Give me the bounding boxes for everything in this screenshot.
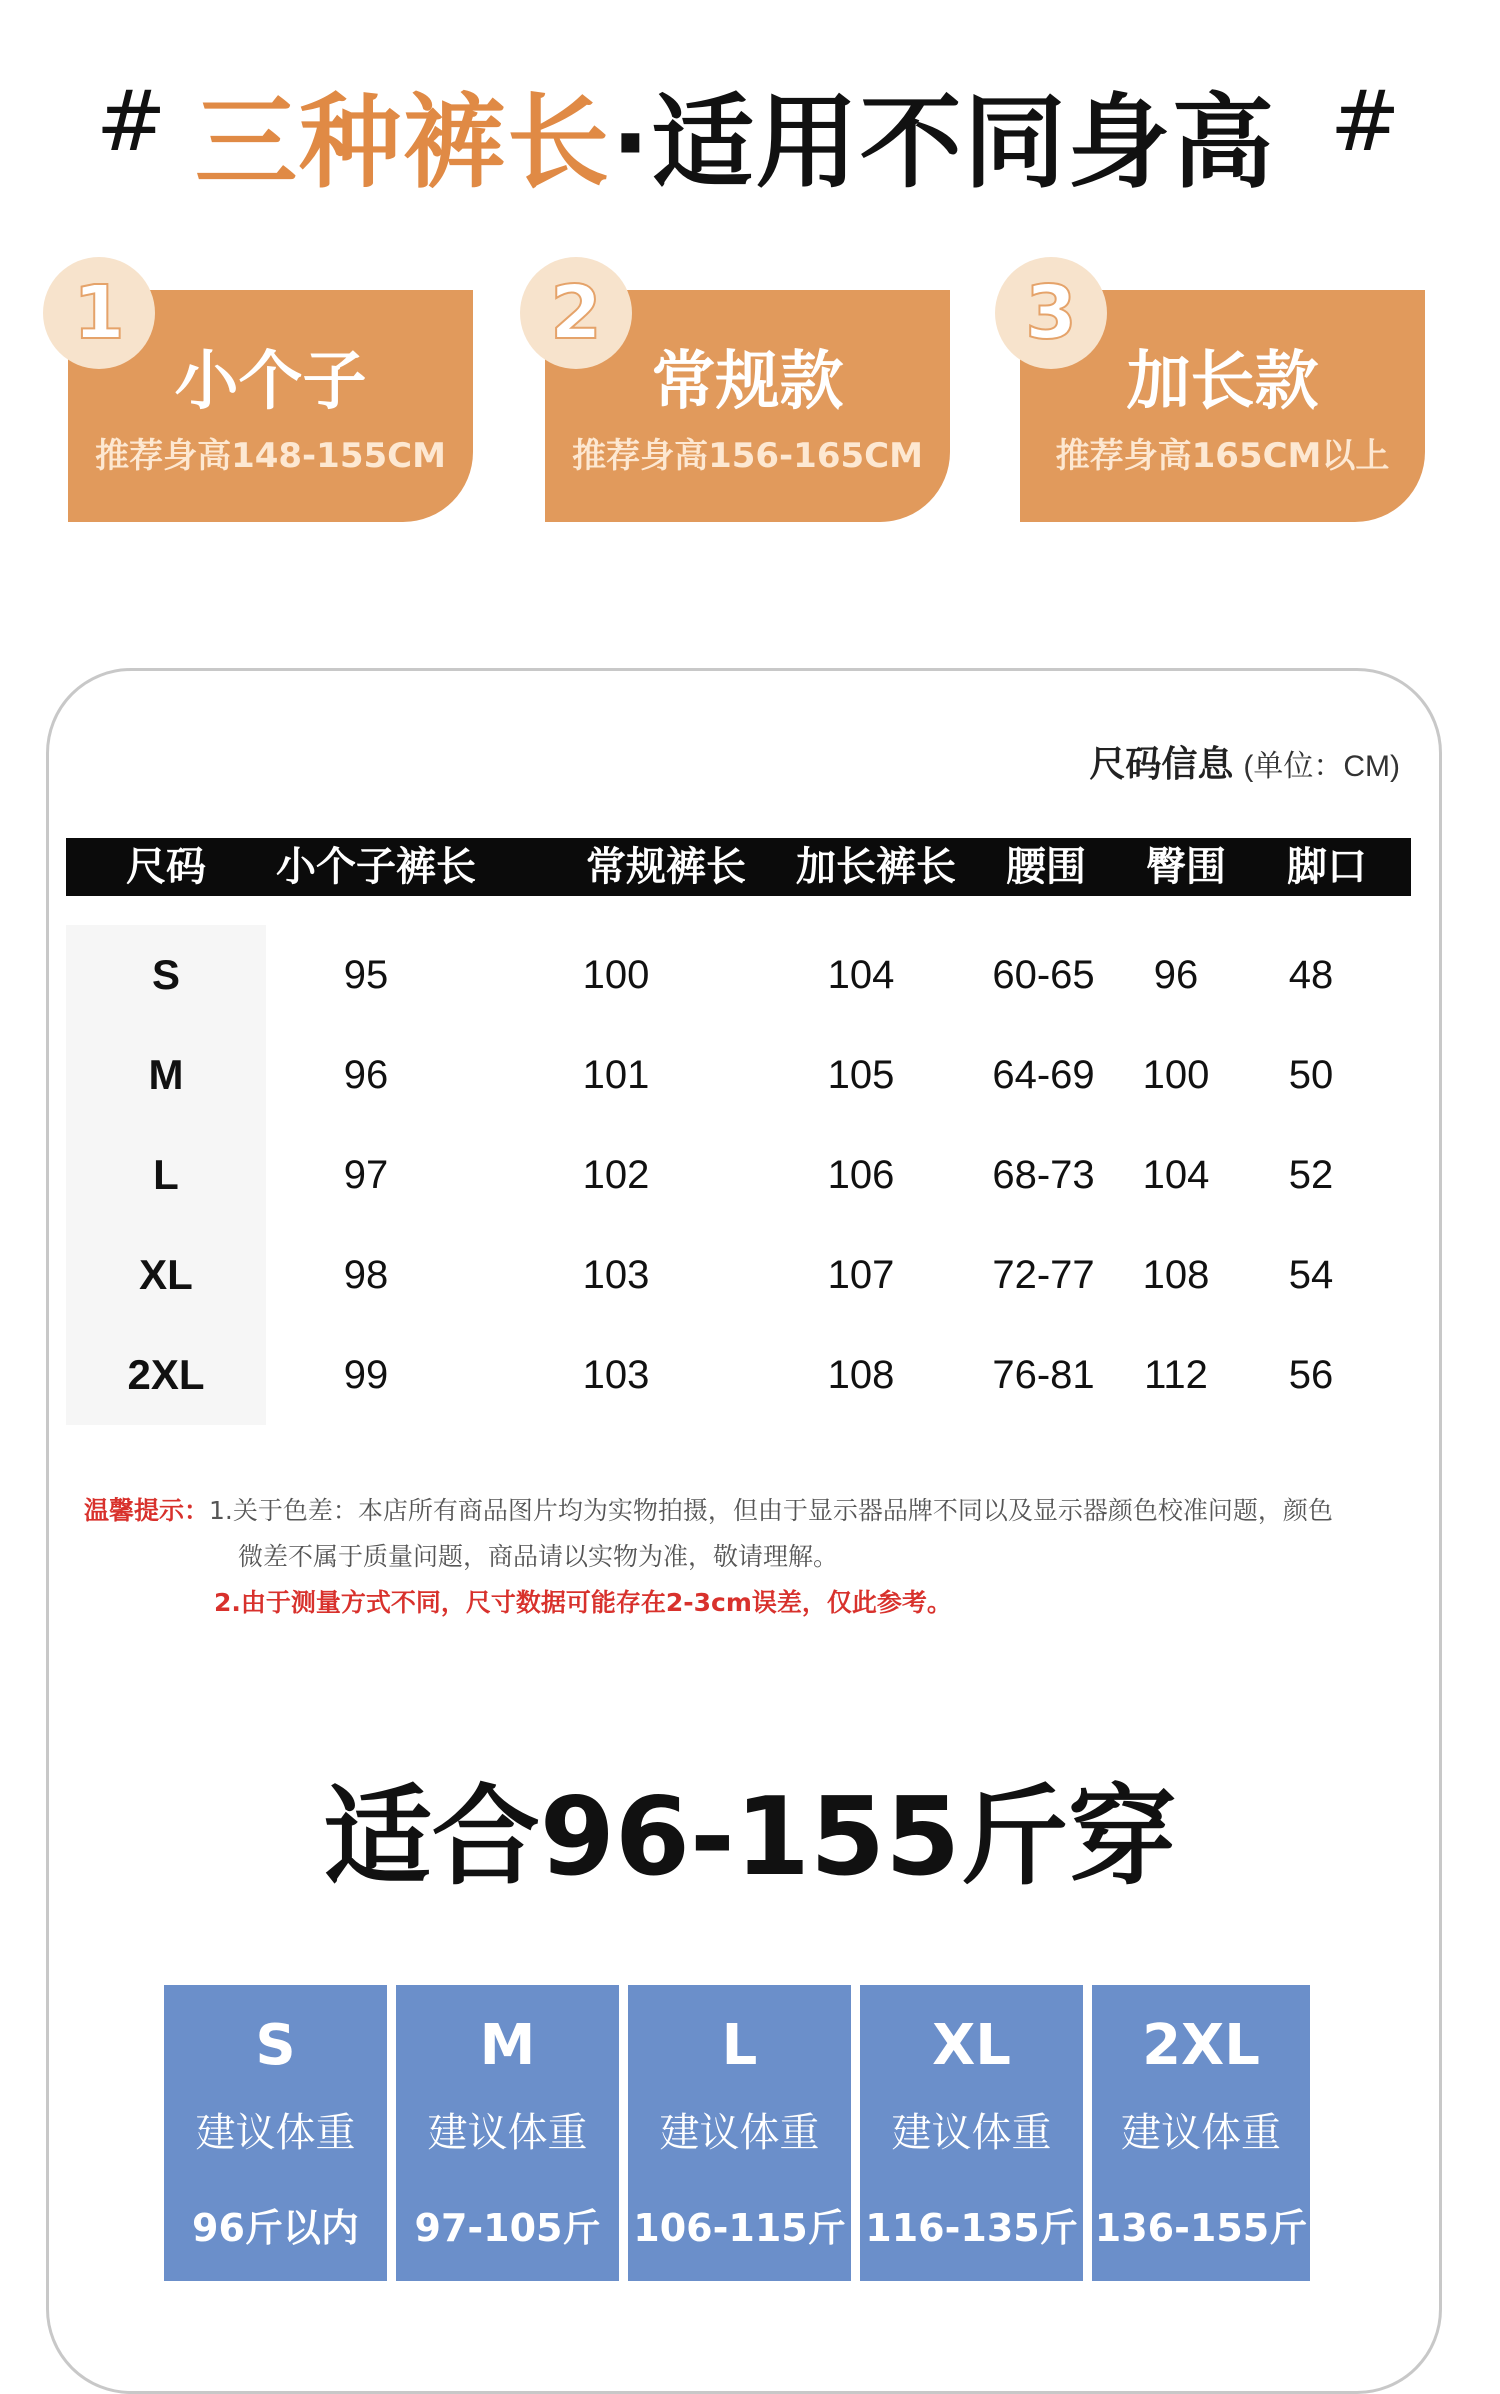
hash-right: # (1330, 72, 1401, 170)
header-cell: 臀围 (1146, 844, 1226, 890)
tips-block (84, 1488, 1414, 1626)
table-cell: 102 (582, 1153, 650, 1197)
table-cell: 103 (582, 1353, 650, 1397)
tip-line-1 (84, 1488, 1414, 1534)
card-recommendation: 推荐身高165CM以上 (1055, 436, 1390, 476)
header-cell: 脚口 (1287, 844, 1367, 890)
badge-number: 3 (1025, 270, 1077, 356)
weight-box-m (396, 1985, 619, 2281)
weight-range: 106-115斤 (633, 2206, 846, 2250)
table-cell: 108 (827, 1353, 895, 1397)
table-cell-size: L (66, 1125, 266, 1225)
table-cell-size: S (66, 925, 266, 1025)
card-name: 常规款 (651, 345, 844, 419)
header-cell: 小个子裤长 (276, 844, 476, 890)
weight-label: 建议体重 (195, 2110, 356, 2156)
tip-text-1: 1.关于色差：本店所有商品图片均为实物拍摄，但由于显示器品牌不同以及显示器颜色校准问题，颜色 (209, 1496, 1333, 1525)
weight-label: 建议体重 (891, 2110, 1052, 2156)
page-headline (0, 62, 1500, 203)
table-cell: 48 (1288, 953, 1334, 997)
table-cell: 96 (1153, 953, 1199, 997)
table-cell-size: XL (66, 1225, 266, 1325)
weight-size: M (479, 2013, 536, 2078)
card-name: 加长款 (1126, 345, 1319, 419)
tip-line-2: 微差不属于质量问题，商品请以实物为准，敬请理解。 (238, 1542, 839, 1571)
table-cell: 95 (343, 953, 389, 997)
card-recommendation: 推荐身高148-155CM (95, 436, 446, 476)
header-cell: 腰围 (1006, 844, 1086, 890)
table-cell: 50 (1288, 1053, 1334, 1097)
table-cell: 100 (582, 953, 650, 997)
table-cell: 97 (343, 1153, 389, 1197)
table-cell: 100 (1142, 1053, 1210, 1097)
weight-label: 建议体重 (427, 2110, 588, 2156)
card-name: 小个子 (174, 345, 367, 419)
tip-line-3: 2.由于测量方式不同，尺寸数据可能存在2-3cm误差，仅此参考。 (214, 1588, 952, 1617)
table-cell-size: M (66, 1025, 266, 1125)
table-cell: 98 (343, 1253, 389, 1297)
table-cell: 107 (827, 1253, 895, 1297)
hash-left: # (96, 72, 167, 170)
length-card-regular (545, 270, 950, 522)
weight-size: XL (932, 2013, 1011, 2078)
table-cell: 104 (1142, 1153, 1210, 1197)
size-table-header (66, 838, 1411, 896)
weight-box-l (628, 1985, 851, 2281)
table-cell: 76-81 (992, 1353, 1095, 1397)
table-row (66, 1125, 1411, 1225)
table-row (66, 1025, 1411, 1125)
table-cell: 56 (1288, 1353, 1334, 1397)
weight-range: 97-105斤 (414, 2206, 601, 2250)
table-cell: 64-69 (992, 1053, 1095, 1097)
weight-size: 2XL (1142, 2013, 1260, 2078)
page-title (195, 62, 1276, 208)
unit-note: (单位：CM) (1243, 750, 1400, 783)
table-row (66, 1325, 1411, 1425)
weight-label: 建议体重 (659, 2110, 820, 2156)
weight-size: S (255, 2013, 296, 2078)
table-cell: 108 (1142, 1253, 1210, 1297)
header-cell: 加长裤长 (796, 844, 956, 890)
tip-label: 温馨提示： (84, 1496, 210, 1525)
badge-number: 2 (550, 270, 602, 356)
weight-box-xl (860, 1985, 1083, 2281)
length-card-long (1020, 270, 1425, 522)
weight-box-s (164, 1985, 387, 2281)
table-cell: 68-73 (992, 1153, 1095, 1197)
size-info-title: 尺码信息 (1089, 743, 1234, 784)
table-cell: 104 (827, 953, 895, 997)
badge-number: 1 (73, 270, 125, 356)
table-cell: 105 (827, 1053, 895, 1097)
table-cell: 101 (582, 1053, 650, 1097)
title-rest: ·适用不同身高 (611, 84, 1276, 203)
title-accent: 三种裤长 (195, 84, 611, 203)
table-cell: 106 (827, 1153, 895, 1197)
weight-range: 136-155斤 (1094, 2206, 1308, 2250)
card-recommendation: 推荐身高156-165CM (572, 436, 923, 476)
weight-size: L (721, 2013, 758, 2078)
table-cell: 60-65 (992, 953, 1095, 997)
table-row (66, 1225, 1411, 1325)
table-cell: 72-77 (992, 1253, 1095, 1297)
weight-title: 适合96-155斤穿 (323, 1775, 1177, 1900)
header-cell: 常规裤长 (586, 844, 746, 890)
table-cell: 96 (343, 1053, 389, 1097)
weight-range: 116-135斤 (865, 2206, 1078, 2250)
table-cell: 112 (1144, 1353, 1208, 1397)
weight-label: 建议体重 (1121, 2110, 1281, 2156)
header-cell: 尺码 (126, 844, 206, 890)
weight-box-2xl (1092, 1985, 1310, 2281)
table-cell: 54 (1288, 1253, 1334, 1297)
size-info-label (1089, 736, 1400, 787)
length-card-petite (68, 270, 473, 522)
table-cell-size: 2XL (66, 1325, 266, 1425)
weight-range: 96斤以内 (192, 2206, 359, 2250)
table-cell: 103 (582, 1253, 650, 1297)
table-cell: 99 (343, 1353, 389, 1397)
table-row (66, 925, 1411, 1025)
table-cell: 52 (1288, 1153, 1334, 1197)
